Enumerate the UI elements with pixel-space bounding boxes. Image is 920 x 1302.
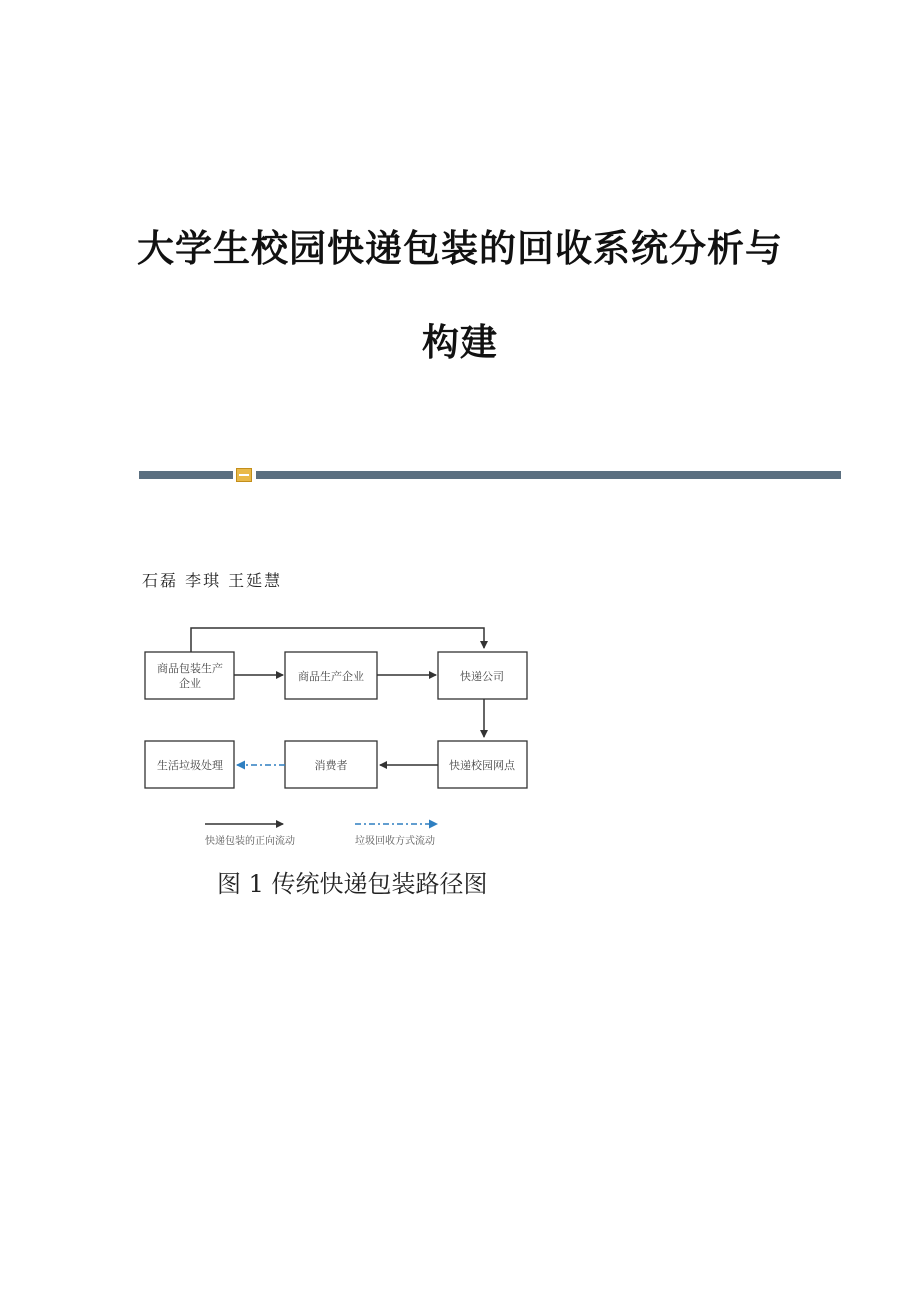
figure-caption: 图 1 传统快递包装路径图 xyxy=(217,870,488,898)
legend-forward-label: 快递包装的正向流动 xyxy=(205,836,295,847)
box-goods-producer xyxy=(285,652,377,699)
box-courier-company xyxy=(438,652,527,699)
document-title-line-2: 构建 xyxy=(422,321,498,364)
title-divider-left xyxy=(139,471,233,479)
box-waste-processing-label: 生活垃圾处理 xyxy=(157,759,223,772)
envelope-icon xyxy=(236,468,252,482)
box-consumer xyxy=(285,741,377,788)
box-goods-producer-label: 商品生产企业 xyxy=(298,670,364,683)
bypass-arrow xyxy=(191,628,484,652)
box-campus-outlet-label: 快递校园网点 xyxy=(449,759,515,772)
box-packaging-producer-label-1: 商品包装生产 xyxy=(157,662,223,675)
box-courier-company-label: 快递公司 xyxy=(460,670,504,683)
box-packaging-producer xyxy=(145,652,234,699)
document-title-line-1: 大学生校园快递包装的回收系统分析与 xyxy=(137,227,783,270)
title-divider-right xyxy=(256,471,841,479)
box-campus-outlet xyxy=(438,741,527,788)
packaging-path-diagram xyxy=(140,620,540,860)
box-consumer-label: 消费者 xyxy=(314,759,348,772)
legend-recycle-label: 垃圾回收方式流动 xyxy=(355,836,435,847)
box-packaging-producer-label-2: 企业 xyxy=(179,677,201,690)
author-list: 石磊 李琪 王延慧 xyxy=(142,571,283,590)
box-waste-processing xyxy=(145,741,234,788)
